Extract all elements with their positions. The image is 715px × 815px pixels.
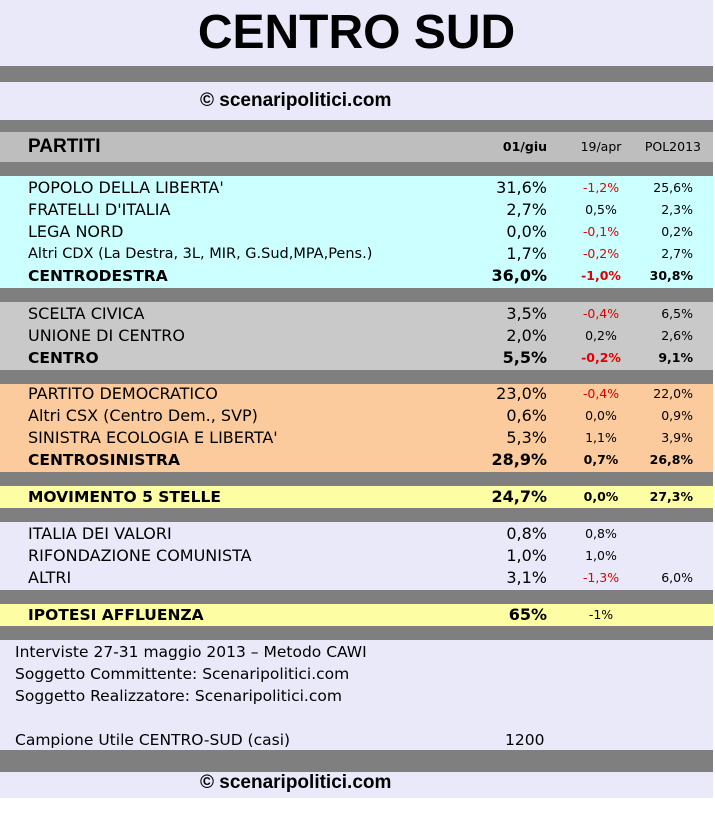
- divider: [0, 472, 713, 486]
- divider: [0, 508, 713, 522]
- value-change: 0,2%: [585, 328, 617, 343]
- table-row: [0, 427, 713, 449]
- table-row: [0, 221, 713, 243]
- value-change: -0,1%: [582, 224, 620, 239]
- value-current: 24,7%: [491, 487, 547, 506]
- party-name: ITALIA DEI VALORI: [28, 524, 172, 543]
- sample-value: 1200: [505, 731, 545, 749]
- value-change: 0,5%: [585, 202, 617, 217]
- value-pol2013: 2,3%: [661, 202, 693, 217]
- column-header-pol2013: POL2013: [644, 139, 701, 154]
- divider: [0, 750, 713, 772]
- bottom-margin: [0, 798, 713, 815]
- page-title: CENTRO SUD: [197, 6, 516, 59]
- value-change: 0,8%: [585, 526, 617, 541]
- value-change: -0,2%: [581, 350, 621, 365]
- table-row-total: [0, 265, 713, 287]
- party-name: POPOLO DELLA LIBERTA': [28, 178, 224, 197]
- table-row: [0, 243, 713, 265]
- methodology-band: [0, 640, 713, 750]
- party-name: SINISTRA ECOLOGIA E LIBERTA': [28, 428, 278, 447]
- value-current: 36,0%: [491, 266, 547, 285]
- table-row: [0, 567, 713, 589]
- party-name: MOVIMENTO 5 STELLE: [28, 488, 221, 506]
- table-row: [0, 523, 713, 545]
- table-row: [0, 199, 713, 221]
- table-row-total: [0, 347, 713, 369]
- divider: [0, 590, 713, 604]
- value-change: 0,7%: [583, 452, 619, 467]
- sample-label: Campione Utile CENTRO-SUD (casi): [15, 731, 291, 749]
- table-row: [0, 545, 713, 567]
- party-name: UNIONE DI CENTRO: [28, 326, 186, 345]
- value-current: 0,8%: [506, 524, 547, 543]
- group-total-name: CENTRODESTRA: [28, 267, 168, 285]
- value-current: 0,6%: [506, 406, 547, 425]
- value-current: 3,5%: [506, 304, 547, 323]
- divider: [0, 288, 713, 302]
- value-pol2013: 22,0%: [653, 386, 693, 401]
- table-row: [0, 383, 713, 405]
- table-row: [0, 303, 713, 325]
- table-row: [0, 405, 713, 427]
- turnout-row: [0, 604, 713, 626]
- divider: [0, 66, 713, 82]
- column-header-current: 01/giu: [502, 139, 547, 154]
- divider: [0, 626, 713, 640]
- value-pol2013: 6,5%: [661, 306, 693, 321]
- table-row: [0, 177, 713, 199]
- value-change: -1,3%: [582, 570, 620, 585]
- methodology-line: Soggetto Realizzatore: Scenaripolitici.com: [15, 687, 342, 705]
- value-change: -0,2%: [582, 246, 620, 261]
- party-name: Altri CDX (La Destra, 3L, MIR, G.Sud,MPA,Pens.): [28, 246, 373, 262]
- value-current: 3,1%: [506, 568, 547, 587]
- group-others: [0, 522, 713, 590]
- methodology-line: Interviste 27-31 maggio 2013 – Metodo CAWI: [15, 643, 367, 661]
- value-current: 31,6%: [496, 178, 547, 197]
- group-total-name: CENTROSINISTRA: [28, 451, 180, 469]
- turnout-value: 65%: [508, 605, 547, 624]
- party-name: ALTRI: [28, 568, 72, 587]
- party-name: SCELTA CIVICA: [28, 304, 145, 323]
- footer-band: [0, 772, 713, 798]
- value-change: 0,0%: [583, 489, 619, 504]
- group-total-name: CENTRO: [28, 349, 99, 367]
- divider: [0, 120, 713, 132]
- source-credit-bottom: © scenaripolitici.com: [200, 772, 392, 793]
- value-pol2013: 0,2%: [661, 224, 693, 239]
- value-change: 1,1%: [585, 430, 617, 445]
- value-pol2013: 2,7%: [661, 246, 693, 261]
- divider: [0, 370, 713, 384]
- value-pol2013: 30,8%: [649, 268, 693, 283]
- value-change: -0,4%: [582, 306, 620, 321]
- methodology-line: Soggetto Committente: Scenaripolitici.com: [15, 665, 350, 683]
- group-centrodestra: [0, 176, 713, 288]
- value-pol2013: 25,6%: [653, 180, 693, 195]
- value-current: 23,0%: [496, 384, 547, 403]
- value-current: 2,7%: [506, 200, 547, 219]
- party-name: PARTITO DEMOCRATICO: [28, 384, 218, 403]
- table-header: [0, 132, 713, 162]
- party-name: RIFONDAZIONE COMUNISTA: [28, 546, 252, 565]
- value-change: 0,0%: [585, 408, 617, 423]
- value-current: 1,0%: [506, 546, 547, 565]
- value-pol2013: 26,8%: [649, 452, 693, 467]
- value-pol2013: 0,9%: [661, 408, 693, 423]
- value-current: 1,7%: [506, 244, 547, 263]
- value-current: 5,5%: [502, 348, 547, 367]
- table-row: [0, 325, 713, 347]
- party-name: FRATELLI D'ITALIA: [28, 200, 171, 219]
- value-pol2013: 2,6%: [661, 328, 693, 343]
- group-centro: [0, 302, 713, 370]
- value-change: -1,0%: [581, 268, 621, 283]
- table-row-total: [0, 486, 713, 508]
- value-current: 5,3%: [506, 428, 547, 447]
- table-row-total: [0, 449, 713, 471]
- value-pol2013: 9,1%: [658, 350, 693, 365]
- turnout-band: [0, 604, 713, 626]
- column-header-change: 19/apr: [580, 139, 622, 154]
- value-pol2013: 3,9%: [661, 430, 693, 445]
- value-change: -0,4%: [582, 386, 620, 401]
- party-name: LEGA NORD: [28, 222, 124, 241]
- turnout-change: -1%: [588, 607, 614, 622]
- value-pol2013: 27,3%: [649, 489, 693, 504]
- title-band: [0, 0, 713, 66]
- value-current: 0,0%: [506, 222, 547, 241]
- value-change: -1,2%: [582, 180, 620, 195]
- column-header-parties: PARTITI: [28, 136, 101, 157]
- group-m5s: [0, 486, 713, 508]
- value-pol2013: 6,0%: [661, 570, 693, 585]
- value-change: 1,0%: [585, 548, 617, 563]
- party-name: Altri CSX (Centro Dem., SVP): [28, 406, 258, 425]
- divider: [0, 162, 713, 176]
- source-credit-top: © scenaripolitici.com: [200, 90, 392, 111]
- source-band: [0, 82, 713, 120]
- turnout-label: IPOTESI AFFLUENZA: [28, 606, 204, 624]
- group-centrosinistra: [0, 384, 713, 472]
- value-current: 28,9%: [491, 450, 547, 469]
- value-current: 2,0%: [506, 326, 547, 345]
